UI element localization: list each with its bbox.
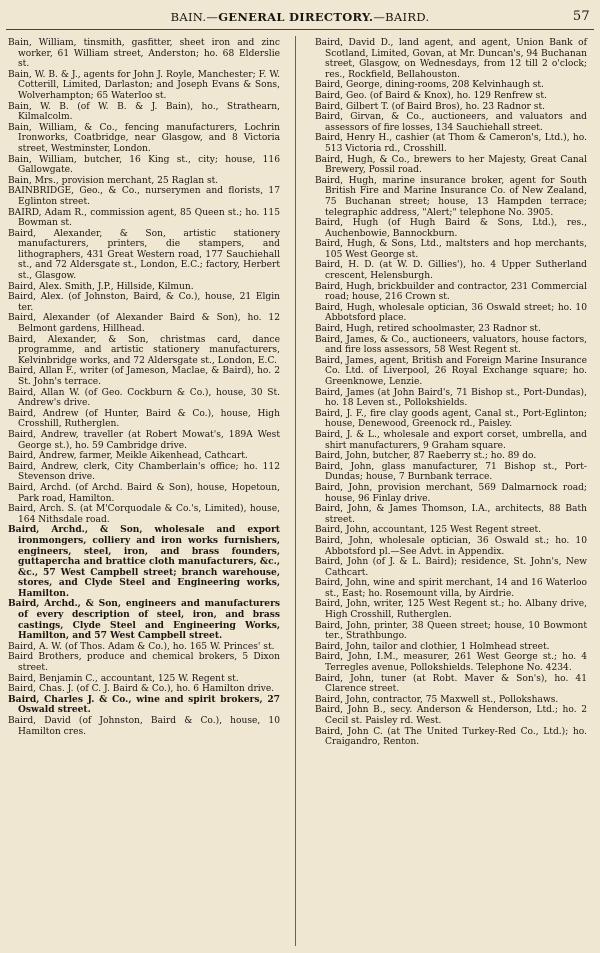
- directory-entry: Baird, Alex. Smith, J.P., Hillside, Kilmun.: [8, 281, 194, 292]
- directory-entry: Baird, John B., secy. Anderson & Henderson, Ltd.; ho. 2 Cecil st. Paisley rd. West.: [315, 705, 587, 726]
- directory-entry: Baird, Henry H., cashier (at Thom & Cameron's, Ltd.), ho. 513 Victoria rd., Crosshill.: [315, 133, 587, 154]
- directory-entry: Baird, Andrew, traveller (at Robert Mowat's, 189A West George st.), ho. 59 Cambridge drive.: [8, 429, 280, 451]
- directory-entry: Baird, Allan W. (of Geo. Cockburn & Co.), house, 30 St. Andrew's drive.: [8, 387, 280, 409]
- directory-entry: Baird, David (of Johnston, Baird & Co.), house, 10 Hamilton cres.: [8, 716, 280, 737]
- directory-entry: Baird, John, printer, 38 Queen street; house, 10 Bowmont ter., Strathbungo.: [315, 620, 587, 642]
- header-right-name: BAIRD.: [385, 10, 430, 24]
- header-title: GENERAL DIRECTORY.: [218, 10, 374, 24]
- directory-entry: Baird Brothers, produce and chemical brokers, 5 Dixon street.: [8, 652, 280, 674]
- directory-entry: Baird, Allan F., writer (of Jameson, Maclae, & Baird), ho. 2 St. John's terrace.: [8, 366, 280, 387]
- directory-entry: Baird, Hugh, retired schoolmaster, 23 Radnor st.: [315, 324, 541, 335]
- directory-entry: Bain, William, & Co., fencing manufacturers, Lochrin Ironworks, Coatbridge, near Glasgow, and 8 Victoria street, Westminster, London.: [8, 122, 280, 154]
- directory-entry: Baird, James (at John Baird's, 71 Bishop st., Port-Dundas), ho. 18 Leven st., Pollokshields.: [315, 387, 587, 409]
- directory-entry: Baird, David D., land agent, and agent, Union Bank of Scotland, Limited, Govan, at Mr. Duncan's, 94 Buchanan street, Glasgow, on Wednesdays, from 12 till 2 o'clock; res., Rockfield, Bellahouston.: [315, 38, 587, 80]
- directory-entry: Baird, James, agent, British and Foreign Marine Insurance Co. Ltd. of Liverpool, 26 Royal Exchange square; ho. Greenknowe, Lenzie.: [315, 355, 587, 387]
- directory-entry: Baird, Hugh, brickbuilder and contractor, 231 Commercial road; house, 216 Crown st.: [315, 281, 587, 303]
- directory-entry: Baird, J. & L., wholesale and export corset, umbrella, and shirt manufacturers, 9 Graham square.: [315, 429, 587, 451]
- directory-entry: Bain, W. B. (of W. B. & J. Bain), ho., Strathearn, Kilmalcolm.: [8, 101, 280, 123]
- directory-entry: Baird, Hugh (of Hugh Baird & Sons, Ltd.), res., Auchenbowie, Bannockburn.: [315, 218, 587, 239]
- directory-entry: Baird, John, tuner (at Robt. Maver & Son's), ho. 41 Clarence street.: [315, 673, 587, 695]
- page-number: 57: [572, 9, 590, 24]
- directory-entry: Baird, H. D. (at W. D. Gillies'), ho. 4 Upper Sutherland crescent, Helensburgh.: [315, 260, 587, 282]
- directory-entry: Baird, Girvan, & Co., auctioneers, and valuators and assessors of fire losses, 134 Sauchiehall street.: [315, 112, 587, 133]
- header-left-name: BAIN.: [170, 10, 207, 24]
- directory-entry: Baird, John, contractor, 75 Maxwell st., Pollokshaws.: [315, 694, 559, 705]
- directory-entry: Baird, George, dining-rooms, 208 Kelvinhaugh st.: [315, 80, 544, 91]
- right-column: [315, 38, 587, 748]
- directory-entry: Baird, Chas. J. (of C. J. Baird & Co.), ho. 6 Hamilton drive.: [8, 684, 275, 695]
- directory-entry: Baird, Alexander, & Son, artistic stationery manufacturers, printers, die stampers, and lithographers, 431 Great Western road, 177 Sauchiehall st., and 72 Aldersgate st., London, E.C.; factory, Herbert st., Glasgow.: [8, 228, 280, 282]
- directory-entry: Bain, Mrs., provision merchant, 25 Raglan st.: [8, 175, 219, 186]
- directory-entry: Baird, Alex. (of Johnston, Baird, & Co.), house, 21 Elgin ter.: [8, 292, 280, 313]
- directory-entry: Baird, Charles J. & Co., wine and spirit brokers, 27 Oswald street.: [8, 693, 280, 716]
- left-column: [8, 38, 280, 737]
- directory-entry: Baird, Hugh, marine insurance broker, agent for South British Fire and Marine Insurance Co. of New Zealand, 75 Buchanan street; house, 13 Hampden terrace; telegraphic address, "Alert;" telephone No. 3905.: [315, 175, 587, 218]
- directory-entry: Baird, Andrew, clerk, City Chamberlain's office; ho. 112 Stevenson drive.: [8, 461, 280, 483]
- directory-entry: Baird, John, & James Thomson, I.A., architects, 88 Bath street.: [315, 504, 587, 525]
- directory-entry: Baird, Arch. S. (at M'Corquodale & Co.'s, Limited), house, 164 Nithsdale road.: [8, 504, 280, 525]
- directory-entry: Baird, Hugh, wholesale optician, 36 Oswald street; ho. 10 Abbotsford place.: [315, 302, 587, 324]
- directory-entry: Baird, John, I.M., measurer, 261 West George st.; ho. 4 Terregles avenue, Pollokshields. Telephone No. 4234.: [315, 652, 587, 674]
- directory-entry: Baird, Hugh, & Co., brewers to her Majesty, Great Canal Brewery, Possil road.: [315, 154, 587, 176]
- directory-entry: Baird, John (of J. & L. Baird); residence, St. John's, New Cathcart.: [315, 557, 587, 578]
- directory-entry: Baird, John, butcher, 87 Raeberry st.; ho. 89 do.: [315, 451, 537, 462]
- directory-entry: Baird, John, wholesale optician, 36 Oswald st.; ho. 10 Abbotsford pl.—See Advt. in Appendix.: [315, 535, 587, 557]
- directory-entry: Baird, John, writer, 125 West Regent st.; ho. Albany drive, High Crosshill, Rutherglen.: [315, 599, 587, 621]
- directory-entry: Baird, Archd. (of Archd. Baird & Son), house, Hopetoun, Park road, Hamilton.: [8, 482, 280, 504]
- directory-entry: Baird, Alexander, & Son, christmas card, dance programme, and artistic stationery manufacturers, Kelvinbridge works, and 72 Aldersgate st., London, E.C.: [8, 334, 280, 366]
- directory-entry: Baird, Benjamin C., accountant, 125 W. Regent st.: [8, 673, 239, 684]
- directory-entry: Baird, Archd., & Son, engineers and manufacturers of every description of steel, iron, and brass castings, Clyde Steel and Engineering Works, Hamilton, and 57 West Campbell street.: [8, 598, 280, 642]
- directory-entry: Baird, John, wine and spirit merchant, 14 and 16 Waterloo st., East; ho. Rosemount villa, by Airdrie.: [315, 578, 587, 599]
- directory-entry: Baird, Gilbert T. (of Baird Bros), ho. 23 Radnor st.: [315, 101, 545, 112]
- directory-entry: Baird, A. W. (of Thos. Adam & Co.), ho. 165 W. Princes' st.: [8, 641, 275, 652]
- header-rule: [6, 29, 594, 30]
- directory-entry: Baird, Hugh, & Sons, Ltd., maltsters and hop merchants, 105 West George st.: [315, 239, 587, 260]
- directory-entry: Baird, John, glass manufacturer, 71 Bishop st., Port-Dundas; house, 7 Burnbank terrace.: [315, 461, 587, 483]
- column-divider: [295, 36, 296, 946]
- directory-entry: Baird, Geo. (of Baird & Knox), ho. 129 Renfrew st.: [315, 90, 547, 101]
- directory-entry: Baird, J. F., fire clay goods agent, Canal st., Port-Eglinton; house, Denewood, Greenock rd., Paisley.: [315, 408, 587, 430]
- directory-entry: Baird, John, tailor and clothier, 1 Holmhead street.: [315, 641, 550, 652]
- directory-entry: Baird, John, provision merchant, 569 Dalmarnock road; house, 96 Finlay drive.: [315, 482, 587, 504]
- directory-entry: Baird, John, accountant, 125 West Regent street.: [315, 525, 541, 536]
- directory-entry: Baird, John C. (at The United Turkey-Red Co., Ltd.); ho. Craigandro, Renton.: [315, 726, 587, 748]
- directory-entry: BAINBRIDGE, Geo., & Co., nurserymen and florists, 17 Eglinton street.: [8, 186, 280, 207]
- directory-entry: Bain, William, tinsmith, gasfitter, sheet iron and zinc worker, 61 William street, Anderston; ho. 68 Elderslie st.: [8, 38, 280, 70]
- directory-entry: Bain, W. B. & J., agents for John J. Royle, Manchester; F. W. Cotterill, Limited, Darlaston; and Joseph Evans & Sons, Wolverhampton; 65 Waterloo st.: [8, 69, 280, 101]
- header-center: BAIN.—GENERAL DIRECTORY.—BAIRD.: [170, 10, 430, 24]
- directory-entry: Baird, Alexander (of Alexander Baird & Son), ho. 12 Belmont gardens, Hillhead.: [8, 313, 280, 335]
- directory-entry: Bain, William, butcher, 16 King st., city; house, 116 Gallowgate.: [8, 154, 280, 176]
- directory-entry: Baird, James, & Co., auctioneers, valuators, house factors, and fire loss assessors, 58 West Regent st.: [315, 334, 587, 356]
- running-header: [0, 9, 600, 25]
- directory-entry: Baird, Archd., & Son, wholesale and export ironmongers, colliery and iron works furnishers, engineers, steel, iron, and brass founders, guttapercha and brattice cloth manufacturers, &c., &c., 57 West Campbell street; branch warehouse, stores, and Clyde Steel and Engineering works, Hamilton.: [8, 524, 280, 599]
- directory-entry: Baird, Andrew, farmer, Meikle Aikenhead, Cathcart.: [8, 451, 248, 462]
- directory-entry: Baird, Andrew (of Hunter, Baird & Co.), house, High Crosshill, Rutherglen.: [8, 408, 280, 430]
- directory-entry: BAIRD, Adam R., commission agent, 85 Queen st.; ho. 115 Bowman st.: [8, 207, 280, 229]
